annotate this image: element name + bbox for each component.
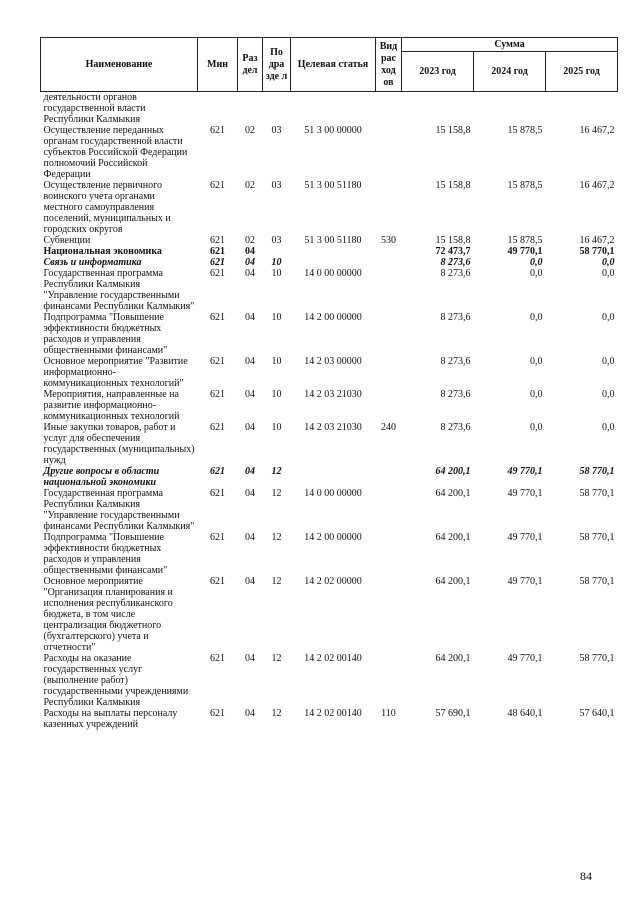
header-podrazdel: По дра зде л [263, 38, 291, 92]
cell-2023: 72 473,7 [435, 246, 471, 257]
cell-razdel: 04 [245, 356, 255, 367]
cell-2023: 15 158,8 [435, 235, 471, 246]
cell-razdel: 04 [245, 257, 255, 268]
cell-vid [376, 653, 402, 708]
cell-2023: 64 200,1 [435, 466, 471, 477]
table-row [41, 257, 618, 268]
table-row [41, 653, 618, 708]
cell-target: 14 0 00 00000 [304, 488, 362, 499]
cell-podrazdel: 10 [271, 257, 282, 268]
cell-min: 621 [210, 466, 225, 477]
cell-podrazdel: 12 [271, 576, 282, 587]
cell-2025: 58 770,1 [579, 466, 615, 477]
cell-min: 621 [210, 576, 225, 587]
cell-razdel: 02 [245, 235, 255, 246]
cell-2023: 8 273,6 [440, 268, 471, 279]
table-row [41, 268, 618, 312]
cell-name: Государственная программа Республики Калмыкия "Управление государственными финансами Республики Калмыкия" [43, 488, 195, 532]
cell-name: Расходы на оказание государственных услуг (выполнение работ) государственными учреждениями Республики Калмыкия [43, 653, 189, 708]
cell-target: 51 3 00 00000 [304, 125, 362, 136]
table-row [41, 92, 618, 126]
cell-2023: 64 200,1 [435, 653, 471, 664]
table-row [41, 576, 618, 653]
cell-min: 621 [210, 268, 225, 279]
cell-target: 51 3 00 51180 [304, 180, 362, 191]
cell-2024: 49 770,1 [507, 246, 543, 257]
cell-vid [376, 312, 402, 356]
cell-target [291, 246, 376, 257]
header-year-2024: 2024 год [474, 52, 546, 92]
cell-2025: 16 467,2 [579, 180, 615, 191]
cell-2024: 15 878,5 [507, 235, 543, 246]
cell-target: 14 0 00 00000 [304, 268, 362, 279]
cell-razdel: 04 [245, 389, 255, 400]
cell-2024: 0,0 [530, 312, 543, 323]
cell-min: 621 [210, 257, 225, 268]
header-sum: Сумма [402, 38, 618, 52]
cell-target: 14 2 00 00000 [304, 532, 362, 543]
cell-vid [376, 268, 402, 312]
cell-2024 [474, 92, 546, 126]
cell-podrazdel: 03 [271, 180, 282, 191]
cell-razdel: 04 [245, 422, 255, 433]
page-number: 84 [580, 869, 592, 883]
cell-name: Осуществление переданных органам государственной власти субъектов Российской Федерации полномочий Российской Федерации [43, 125, 188, 180]
cell-razdel [238, 92, 263, 126]
header-target: Целевая статья [291, 38, 376, 92]
cell-podrazdel [263, 92, 291, 126]
cell-name: Государственная программа Республики Калмыкия "Управление государственными финансами Республики Калмыкия" [43, 268, 195, 312]
cell-vid [376, 246, 402, 257]
cell-target: 14 2 03 00000 [304, 356, 362, 367]
table-row [41, 312, 618, 356]
cell-min [198, 92, 238, 126]
cell-name: деятельности органов государственной власти Республики Калмыкия [43, 92, 146, 125]
cell-name: Национальная экономика [43, 246, 162, 257]
cell-2024: 0,0 [530, 422, 543, 433]
cell-razdel: 04 [245, 708, 255, 719]
cell-name: Осуществление первичного воинского учета органами местного самоуправления поселений, муниципальных и городских округов [43, 180, 171, 235]
table-row [41, 422, 618, 466]
cell-name: Подпрограмма "Повышение эффективности бюджетных расходов и управления общественными финансами" [43, 312, 168, 356]
table-row [41, 488, 618, 532]
cell-podrazdel: 10 [271, 389, 282, 400]
cell-vid: 110 [381, 708, 396, 719]
cell-2023: 64 200,1 [435, 532, 471, 543]
cell-podrazdel: 03 [271, 235, 282, 246]
cell-target: 14 2 02 00140 [304, 708, 362, 719]
cell-razdel: 04 [245, 466, 255, 477]
cell-podrazdel: 12 [271, 532, 282, 543]
cell-podrazdel: 12 [271, 708, 282, 719]
cell-2023: 8 273,6 [440, 312, 471, 323]
table-header [41, 38, 618, 92]
cell-target: 14 2 03 21030 [304, 422, 362, 433]
cell-2023: 8 273,6 [440, 422, 471, 433]
cell-vid [376, 389, 402, 422]
cell-vid [376, 576, 402, 653]
cell-2025: 57 640,1 [579, 708, 615, 719]
cell-podrazdel: 10 [271, 422, 282, 433]
budget-document [40, 37, 617, 730]
cell-2023: 8 273,6 [440, 257, 471, 268]
cell-name: Основное мероприятие "Развитие информационно-коммуникационных технологий" [43, 356, 188, 389]
table-row [41, 356, 618, 389]
cell-2024: 15 878,5 [507, 125, 543, 136]
cell-vid [376, 356, 402, 389]
cell-razdel: 02 [245, 125, 255, 136]
cell-vid [376, 92, 402, 126]
cell-podrazdel: 12 [271, 466, 282, 477]
cell-podrazdel: 10 [271, 268, 282, 279]
cell-2023: 64 200,1 [435, 576, 471, 587]
cell-min: 621 [210, 125, 225, 136]
table-row [41, 125, 618, 180]
header-vid: Вид рас ход ов [376, 38, 402, 92]
cell-razdel: 02 [245, 180, 255, 191]
header-name: Наименование [41, 38, 198, 92]
table-row [41, 246, 618, 257]
budget-table [40, 37, 618, 730]
cell-vid [376, 532, 402, 576]
header-year-2023: 2023 год [402, 52, 474, 92]
cell-2025: 58 770,1 [579, 653, 615, 664]
cell-2023: 8 273,6 [440, 389, 471, 400]
cell-podrazdel: 12 [271, 488, 282, 499]
cell-min: 621 [210, 389, 225, 400]
cell-2024: 49 770,1 [507, 653, 543, 664]
cell-2025: 0,0 [602, 389, 615, 400]
cell-vid [376, 257, 402, 268]
cell-podrazdel: 03 [271, 125, 282, 136]
cell-target: 14 2 00 00000 [304, 312, 362, 323]
cell-min: 621 [210, 422, 225, 433]
cell-target [291, 92, 376, 126]
cell-podrazdel: 10 [271, 312, 282, 323]
cell-2023: 57 690,1 [435, 708, 471, 719]
cell-name: Связь и информатика [43, 257, 142, 268]
cell-vid: 530 [381, 235, 396, 246]
cell-2024: 49 770,1 [507, 532, 543, 543]
cell-2024: 0,0 [530, 268, 543, 279]
cell-name: Другие вопросы в области национальной экономики [43, 466, 160, 488]
cell-min: 621 [210, 488, 225, 499]
cell-vid: 240 [381, 422, 396, 433]
cell-razdel: 04 [245, 488, 255, 499]
cell-2024: 0,0 [530, 356, 543, 367]
cell-min: 621 [210, 246, 225, 257]
cell-target: 14 2 03 21030 [304, 389, 362, 400]
cell-razdel: 04 [245, 268, 255, 279]
cell-vid [376, 466, 402, 488]
cell-2023 [402, 92, 474, 126]
cell-target: 14 2 02 00000 [304, 576, 362, 587]
cell-2025: 16 467,2 [579, 235, 615, 246]
cell-2025 [546, 92, 618, 126]
cell-target [291, 257, 376, 268]
cell-name: Подпрограмма "Повышение эффективности бюджетных расходов и управления общественными финансами" [43, 532, 168, 576]
cell-razdel: 04 [245, 312, 255, 323]
cell-podrazdel [263, 246, 291, 257]
cell-name: Мероприятия, направленные на развитие информационно-коммуникационных технологий [43, 389, 180, 422]
table-row [41, 235, 618, 246]
table-row [41, 389, 618, 422]
cell-razdel: 04 [245, 246, 255, 257]
cell-2025: 58 770,1 [579, 246, 615, 257]
cell-razdel: 04 [245, 653, 255, 664]
cell-vid [376, 488, 402, 532]
cell-vid [376, 125, 402, 180]
cell-min: 621 [210, 532, 225, 543]
cell-2025: 0,0 [602, 257, 615, 268]
cell-2025: 0,0 [602, 356, 615, 367]
cell-2024: 49 770,1 [507, 466, 543, 477]
cell-2023: 15 158,8 [435, 125, 471, 136]
table-body [41, 92, 618, 731]
cell-2025: 0,0 [602, 422, 615, 433]
cell-min: 621 [210, 653, 225, 664]
table-row [41, 532, 618, 576]
cell-2023: 15 158,8 [435, 180, 471, 191]
cell-min: 621 [210, 180, 225, 191]
header-razdel: Раз дел [238, 38, 263, 92]
cell-podrazdel: 10 [271, 356, 282, 367]
table-row [41, 708, 618, 730]
cell-2025: 0,0 [602, 312, 615, 323]
cell-min: 621 [210, 356, 225, 367]
header-year-2025: 2025 год [546, 52, 618, 92]
cell-razdel: 04 [245, 532, 255, 543]
cell-min: 621 [210, 235, 225, 246]
table-row [41, 466, 618, 488]
cell-name: Иные закупки товаров, работ и услуг для обеспечения государственных (муниципальных) нужд [43, 422, 195, 466]
cell-razdel: 04 [245, 576, 255, 587]
cell-2023: 8 273,6 [440, 356, 471, 367]
cell-2024: 0,0 [530, 389, 543, 400]
cell-2024: 48 640,1 [507, 708, 543, 719]
cell-2025: 58 770,1 [579, 488, 615, 499]
cell-2025: 58 770,1 [579, 576, 615, 587]
cell-target: 51 3 00 51180 [304, 235, 362, 246]
cell-2023: 64 200,1 [435, 488, 471, 499]
cell-2024: 15 878,5 [507, 180, 543, 191]
cell-name: Расходы на выплаты персоналу казенных учреждений [43, 708, 178, 730]
cell-name: Основное мероприятие "Организация планирования и исполнения республиканского бюджета, в том числе централизация бюджетного (бухгалтерского) учета и отчетности" [43, 576, 173, 653]
cell-podrazdel: 12 [271, 653, 282, 664]
cell-2025: 0,0 [602, 268, 615, 279]
cell-2025: 16 467,2 [579, 125, 615, 136]
cell-2025: 58 770,1 [579, 532, 615, 543]
cell-2024: 49 770,1 [507, 576, 543, 587]
cell-2024: 49 770,1 [507, 488, 543, 499]
cell-min: 621 [210, 312, 225, 323]
cell-vid [376, 180, 402, 235]
cell-target: 14 2 02 00140 [304, 653, 362, 664]
cell-target [291, 466, 376, 488]
table-row [41, 180, 618, 235]
cell-name: Субвенции [43, 235, 91, 246]
cell-min: 621 [210, 708, 225, 719]
cell-2024: 0,0 [530, 257, 543, 268]
header-min: Мин [198, 38, 238, 92]
